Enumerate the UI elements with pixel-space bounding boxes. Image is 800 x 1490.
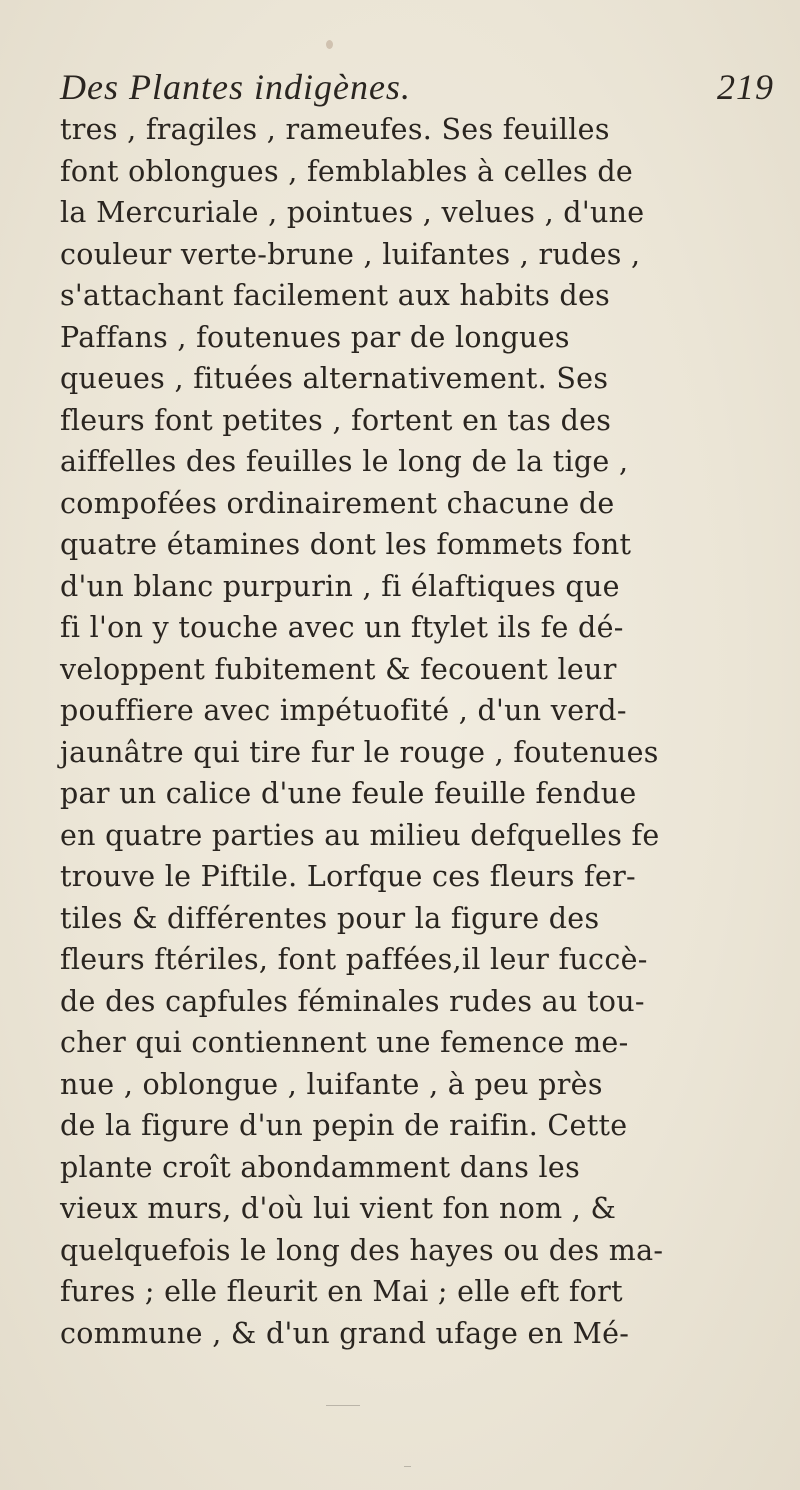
text-line: tiles & différentes pour la figure des <box>60 901 600 935</box>
text-line: Paffans , foutenues par de longues <box>60 320 570 354</box>
text-line: jaunâtre qui tire fur le rouge , foutenues <box>60 735 659 769</box>
text-line: de la figure d'un pepin de raifin. Cette <box>60 1109 628 1142</box>
text-line: aiffelles des feuilles le long de la tige , <box>60 445 629 478</box>
ink-spot <box>326 40 333 49</box>
text-line: quatre étamines dont les fommets font <box>60 528 632 561</box>
text-line: la Mercuriale , pointues , velues , d'une <box>60 196 645 229</box>
text-line: font oblongues , femblables à celles de <box>60 154 634 188</box>
text-line: couleur verte-brune , luifantes , rudes , <box>60 237 641 271</box>
text-line: fures ; elle fleurit en Mai ; elle eft fort <box>60 1275 623 1308</box>
footer-rule <box>326 1405 360 1406</box>
text-line: nue , oblongue , luifante , à peu près <box>60 1067 603 1101</box>
text-line: en quatre parties au milieu defquelles fe <box>60 818 660 852</box>
text-line: cher qui contiennent une femence me- <box>60 1026 629 1059</box>
bottom-tick <box>404 1466 411 1467</box>
text-line: trouve le Piftile. Lorfque ces fleurs fer- <box>60 860 636 893</box>
text-line: fleurs ftériles, font paffées,il leur fuccè- <box>60 943 648 976</box>
page-number: 219 <box>717 67 774 107</box>
text-line: tres , fragiles , rameufes. Ses feuilles <box>60 113 610 146</box>
text-line: quelquefois le long des hayes ou des ma- <box>60 1233 664 1267</box>
text-line: par un calice d'une feule feuille fendue <box>60 777 637 810</box>
text-line: de des capfules féminales rudes au tou- <box>60 984 645 1018</box>
text-line: s'attachant facilement aux habits des <box>60 279 611 312</box>
running-head <box>60 66 774 116</box>
text-line: d'un blanc purpurin , fi élaftiques que <box>60 569 620 603</box>
text-line: fi l'on y touche avec un ftylet ils fe dé- <box>60 611 624 644</box>
text-line: fleurs font petites , fortent en tas des <box>60 403 612 437</box>
text-line: vieux murs, d'où lui vient fon nom , & <box>60 1192 617 1225</box>
text-line: pouffiere avec impétuofité , d'un verd- <box>60 694 627 727</box>
text-line: commune , & d'un grand ufage en Mé- <box>60 1316 630 1350</box>
text-line: queues , fituées alternativement. Ses <box>60 362 609 395</box>
text-line: veloppent fubitement & fecouent leur <box>60 652 617 686</box>
text-line: plante croît abondamment dans les <box>60 1150 581 1184</box>
text-line: compofées ordinairement chacune de <box>60 486 615 520</box>
running-head-title: Des Plantes indigènes. <box>60 67 411 107</box>
